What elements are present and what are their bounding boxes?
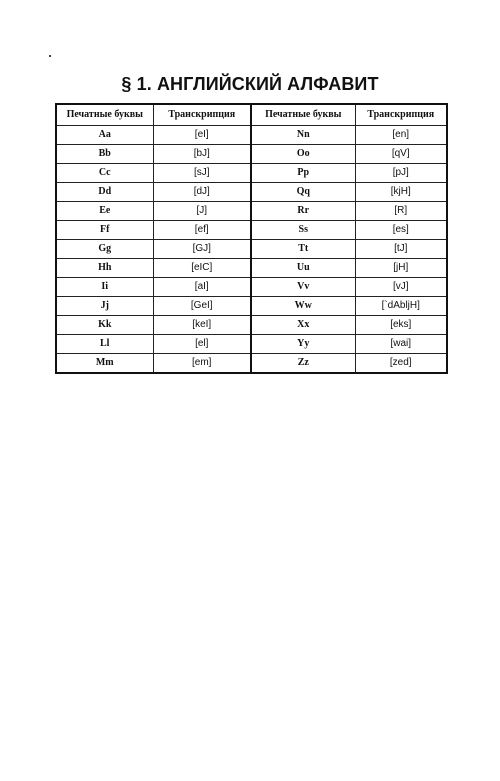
letter-cell: Ll <box>56 335 153 354</box>
letter-cell: Cc <box>56 164 153 183</box>
transcription-cell: [tJ] <box>355 240 447 259</box>
transcription-cell: [sJ] <box>153 164 251 183</box>
letter-cell: Rr <box>251 202 355 221</box>
transcription-cell: [ef] <box>153 221 251 240</box>
transcription-cell: [aI] <box>153 278 251 297</box>
table-row <box>56 297 447 316</box>
column-header-printed-letters: Печатные буквы <box>56 104 153 126</box>
transcription-cell: [GeI] <box>153 297 251 316</box>
transcription-cell: [zed] <box>355 354 447 374</box>
letter-cell: Dd <box>56 183 153 202</box>
transcription-cell: [eI] <box>153 126 251 145</box>
table-header-row <box>56 104 447 126</box>
transcription-cell: [em] <box>153 354 251 374</box>
transcription-cell: [el] <box>153 335 251 354</box>
transcription-cell: [wai] <box>355 335 447 354</box>
letter-cell: Gg <box>56 240 153 259</box>
page-title: § 1. АНГЛИЙСКИЙ АЛФАВИТ <box>121 74 379 94</box>
table-row <box>56 335 447 354</box>
table-row <box>56 221 447 240</box>
letter-cell: Qq <box>251 183 355 202</box>
transcription-cell: [eks] <box>355 316 447 335</box>
letter-cell: Mm <box>56 354 153 374</box>
letter-cell: Aa <box>56 126 153 145</box>
page-mark <box>49 55 51 57</box>
transcription-cell: [eIC] <box>153 259 251 278</box>
transcription-cell: [`dAbljH] <box>355 297 447 316</box>
letter-cell: Nn <box>251 126 355 145</box>
letter-cell: Xx <box>251 316 355 335</box>
letter-cell: Kk <box>56 316 153 335</box>
table-row <box>56 316 447 335</box>
transcription-cell: [J] <box>153 202 251 221</box>
letter-cell: Uu <box>251 259 355 278</box>
transcription-cell: [vJ] <box>355 278 447 297</box>
transcription-cell: [en] <box>355 126 447 145</box>
letter-cell: Yy <box>251 335 355 354</box>
transcription-cell: [GJ] <box>153 240 251 259</box>
letter-cell: Oo <box>251 145 355 164</box>
column-header-transcription: Транскрипция <box>153 104 251 126</box>
table-row <box>56 259 447 278</box>
transcription-cell: [jH] <box>355 259 447 278</box>
transcription-cell: [qV] <box>355 145 447 164</box>
table-row <box>56 354 447 374</box>
letter-cell: Zz <box>251 354 355 374</box>
table-row <box>56 164 447 183</box>
transcription-cell: [R] <box>355 202 447 221</box>
letter-cell: Ss <box>251 221 355 240</box>
transcription-cell: [dJ] <box>153 183 251 202</box>
letter-cell: Pp <box>251 164 355 183</box>
table-row <box>56 126 447 145</box>
table-row <box>56 145 447 164</box>
transcription-cell: [bJ] <box>153 145 251 164</box>
letter-cell: Hh <box>56 259 153 278</box>
letter-cell: Ff <box>56 221 153 240</box>
alphabet-table <box>55 103 448 374</box>
table-row <box>56 202 447 221</box>
transcription-cell: [pJ] <box>355 164 447 183</box>
letter-cell: Vv <box>251 278 355 297</box>
letter-cell: Jj <box>56 297 153 316</box>
letter-cell: Ee <box>56 202 153 221</box>
letter-cell: Ii <box>56 278 153 297</box>
transcription-cell: [es] <box>355 221 447 240</box>
transcription-cell: [kjH] <box>355 183 447 202</box>
table-row <box>56 240 447 259</box>
table-row <box>56 183 447 202</box>
letter-cell: Bb <box>56 145 153 164</box>
letter-cell: Tt <box>251 240 355 259</box>
transcription-cell: [keI] <box>153 316 251 335</box>
column-header-transcription: Транскрипция <box>355 104 447 126</box>
table-row <box>56 278 447 297</box>
column-header-printed-letters: Печатные буквы <box>251 104 355 126</box>
letter-cell: Ww <box>251 297 355 316</box>
